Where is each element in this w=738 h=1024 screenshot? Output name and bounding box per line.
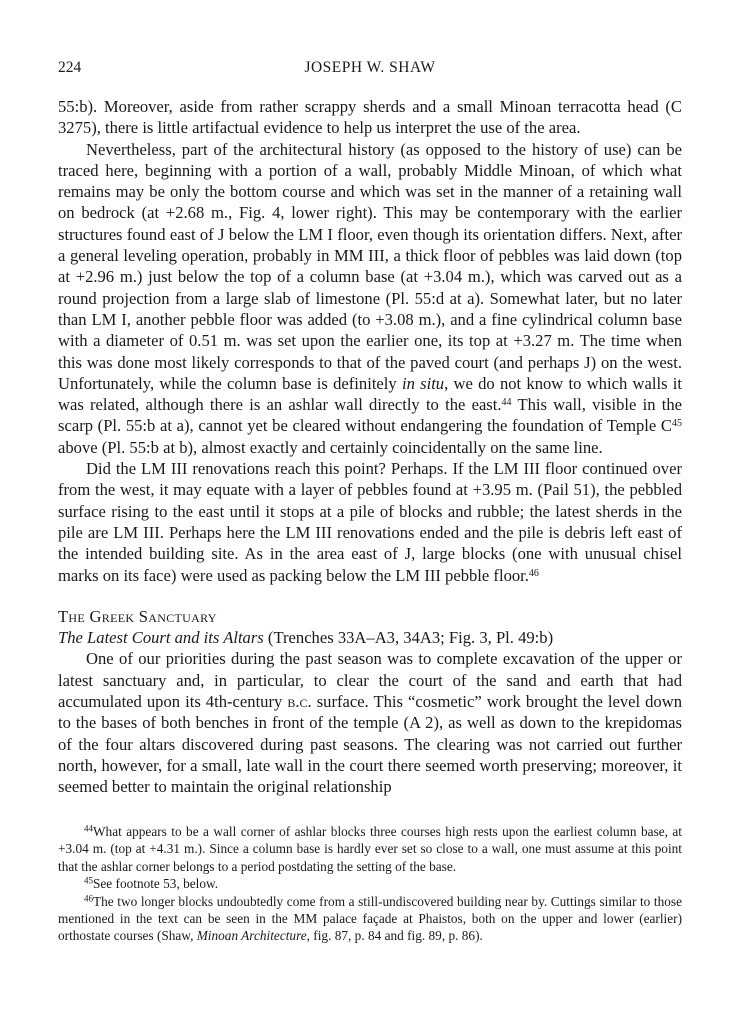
paragraph-latest-sanctuary: One of our priorities during the past season was to complete excavation of the upper or latest sanctuary and, in particular, to clear the court of the sand and earth that had accumulated upon its 4th-century b.c. surface. This “cosmetic” work brought the level down to the bases of both benches in front of the temple (A 2), as well as down to the krepidomas of the four altars discovered during past seasons. The clearing was not carried out further north, however, for a small, late wall in the court there seemed worth preserving; moreover, it seemed better to maintain the original relationship <box>58 649 683 797</box>
footnote-45: $^{45}$See footnote 53, below. <box>84 875 219 892</box>
footnote-ref-44[interactable]: 44 <box>501 397 512 409</box>
section-heading: The Greek Sanctuary <box>58 606 217 626</box>
footnote-44: $^{44}$What appears to be a wall corner of ashlar blocks three courses high rests upon the earliest column base, at +3.04 m. (top at +4.31 m.). Since a column base is hardly ever set so close to a wall, one must assume at this point that the ashlar corner belongs to a period postdating the setting of the base. <box>58 823 682 874</box>
paragraph-continuation: 55:b). Moreover, aside from rather scrappy sherds and a small Minoan terracotta head (C 3275), there is little artifactual evidence to help us interpret the use of the area. <box>58 97 682 138</box>
page-header <box>58 59 682 83</box>
page-number: 224 <box>58 59 82 76</box>
paragraph-architectural-history: Nevertheless, part of the architectural history (as opposed to the history of use) can be traced here, beginning with a portion of a wall, probably Middle Minoan, of which what remains may be only the bottom course and which was set in the manner of a retaining wall on bedrock (at +2.68 m., Fig. 4, lower right). This may be contemporary with the earlier structures found east of J below the LM I floor, even though its orientation differs. Next, after a general leveling operation, probably in MM III, a thick floor of pebbles was laid down (top at +2.96 m.) just below the top of a column base (at +3.04 m.), which was carved out as a round projection from a large slab of limestone (Pl. 55:d at a). Somewhat later, but no later than LM I, another pebble floor was added (to +3.08 m.), and a fine cylindrical column base with a diameter of 0.51 m. was set upon the earlier one, its top at +3.27 m. The time when this was done most likely corresponds to that of the paved court (and perhaps J) on the west. Unfortunately, while the column base is definitely in situ, we do not know to which walls it was related, although there is an ashlar wall directly to the east.$^{44}$ This wall, visible in the scarp (Pl. 55:b at a), cannot yet be cleared without endangering the foundation of Temple $C^{45}$ above (Pl. 55:b at b), almost exactly and certainly coincidentally on the same line. <box>58 139 682 457</box>
footnotes <box>58 823 682 945</box>
footnote-ref-45[interactable]: 45 <box>672 418 682 430</box>
subsection-heading: The Latest Court and its Altars (Trenches 33A–A3, 34A3; Fig. 3, Pl. 49:b) <box>58 628 554 648</box>
body-text <box>58 96 682 798</box>
footnote-46: $^{46}$The two longer blocks undoubtedly come from a still-undiscovered building near by. Cuttings similar to those mentioned in the text can be seen in the MM palace façade at Phaistos, both on the upper and lower (earlier) orthostate courses (Shaw, Minoan Architecture, fig. 87, p. 84 and fig. 89, p. 86). <box>58 893 682 944</box>
footnote-ref-46[interactable]: 46 <box>528 567 539 579</box>
running-head: JOSEPH W. SHAW <box>304 59 436 76</box>
paragraph-lm-iii-renovations: Did the LM III renovations reach this point? Perhaps. If the LM III floor continued over from the west, it may equate with a layer of pebbles found at +3.95 m. (Pail 51), the pebbled surface rising to the east until it stops at a pile of blocks and rubble; the latest sherds in the pile are LM III. Perhaps here the LM III renovations ended and the pile is debris left east of the intended building site. As in the area east of J, large blocks (one with unusual chisel marks on its face) were used as packing below the LM III pebble floor.$^{46}$ <box>58 459 682 585</box>
